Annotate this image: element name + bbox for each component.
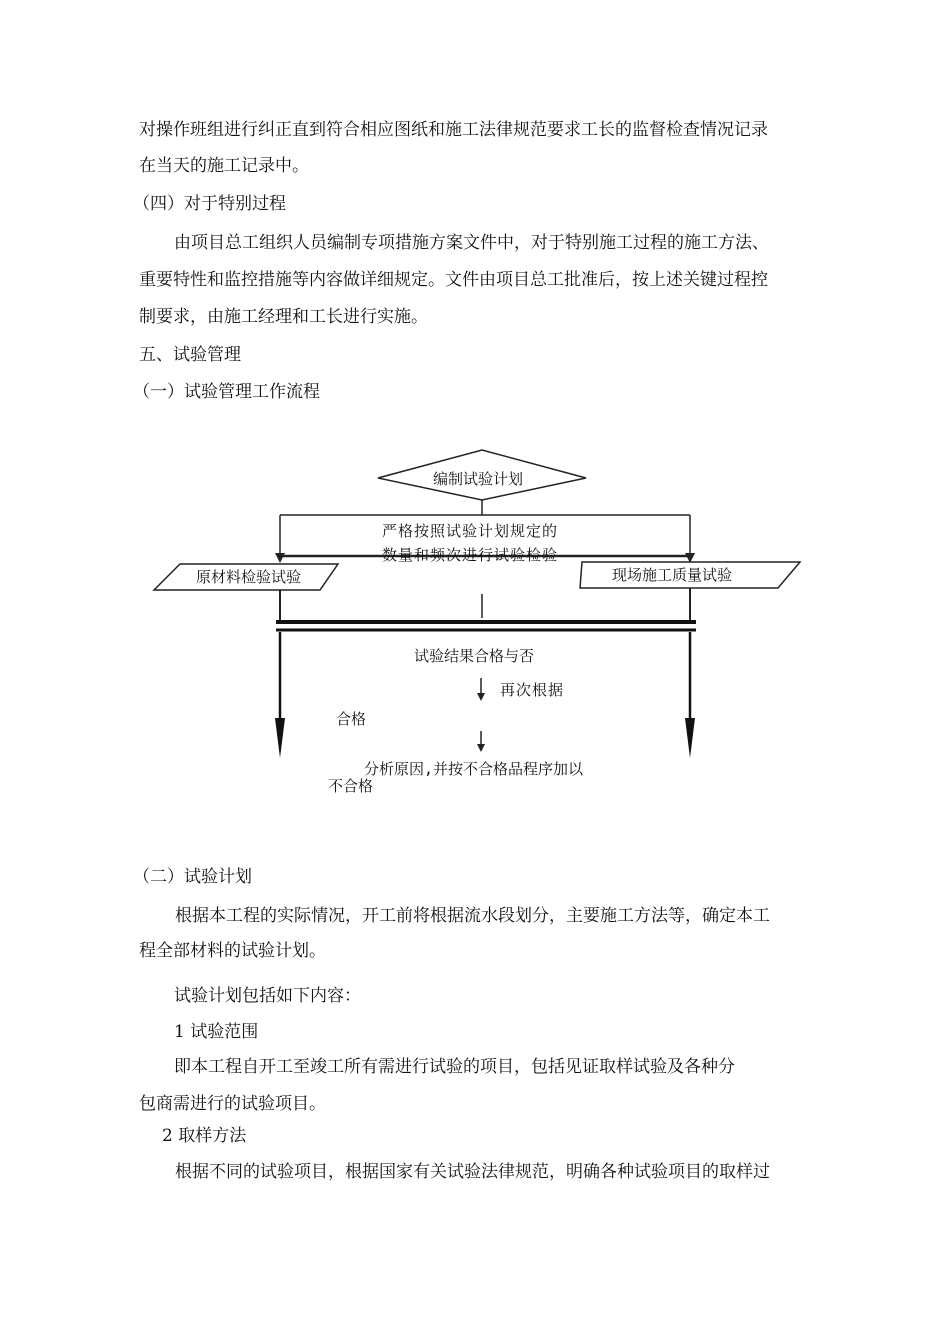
plan-node-label: 编制试验计划: [433, 470, 524, 488]
instruction-label: 数量和频次进行试验检验: [382, 546, 559, 564]
paragraph-line: 制要求，由施工经理和工长进行实施。: [139, 307, 428, 327]
paragraph-line: 程全部材料的试验计划。: [139, 941, 326, 961]
paragraph-line: 即本工程自开工至竣工所有需进行试验的项目，包括见证取样试验及各种分: [174, 1057, 735, 1077]
site-quality-node-label: 现场施工质量试验: [612, 566, 733, 584]
paragraph-line: 重要特性和监控措施等内容做详细规定。文件由项目总工批准后，按上述关键过程控: [139, 270, 768, 290]
arrowhead: [685, 718, 695, 758]
section-heading: 五、试验管理: [139, 345, 241, 365]
paragraph-line: 试验计划包括如下内容：: [174, 986, 361, 1006]
again-label: 再次根据: [500, 681, 565, 699]
section-heading: （二）试验计划: [133, 867, 252, 887]
paragraph-line: 根据本工程的实际情况，开工前将根据流水段划分，主要施工方法等，确定本工: [175, 906, 770, 926]
subheading: 1 试验范围: [174, 1022, 259, 1042]
analyze-label: 分析原因,并按不合格品程序加以: [364, 760, 584, 778]
paragraph-line: 包商需进行的试验项目。: [139, 1094, 326, 1114]
arrowhead: [275, 553, 285, 563]
paragraph-line: 在当天的施工记录中。: [139, 156, 309, 176]
paragraph-line: 根据不同的试验项目，根据国家有关试验法律规范，明确各种试验项目的取样过: [175, 1162, 770, 1182]
section-heading: （四）对于特别过程: [133, 194, 286, 214]
result-label: 试验结果合格与否: [414, 647, 535, 665]
arrowhead: [477, 693, 485, 701]
paragraph-line: 由项目总工组织人员编制专项措施方案文件中，对于特别施工过程的施工方法、: [174, 233, 769, 253]
subheading: 2 取样方法: [162, 1126, 247, 1146]
pass-label: 合格: [336, 710, 367, 728]
raw-material-node-label: 原材料检验试验: [196, 568, 302, 586]
paragraph-line: 对操作班组进行纠正直到符合相应图纸和施工法律规范要求工长的监督检查情况记录: [139, 120, 768, 140]
section-heading: （一）试验管理工作流程: [133, 382, 320, 402]
fail-label: 不合格: [328, 777, 374, 795]
arrowhead: [275, 718, 285, 758]
arrowhead: [477, 744, 485, 752]
instruction-label: 严格按照试验计划规定的: [382, 522, 559, 540]
